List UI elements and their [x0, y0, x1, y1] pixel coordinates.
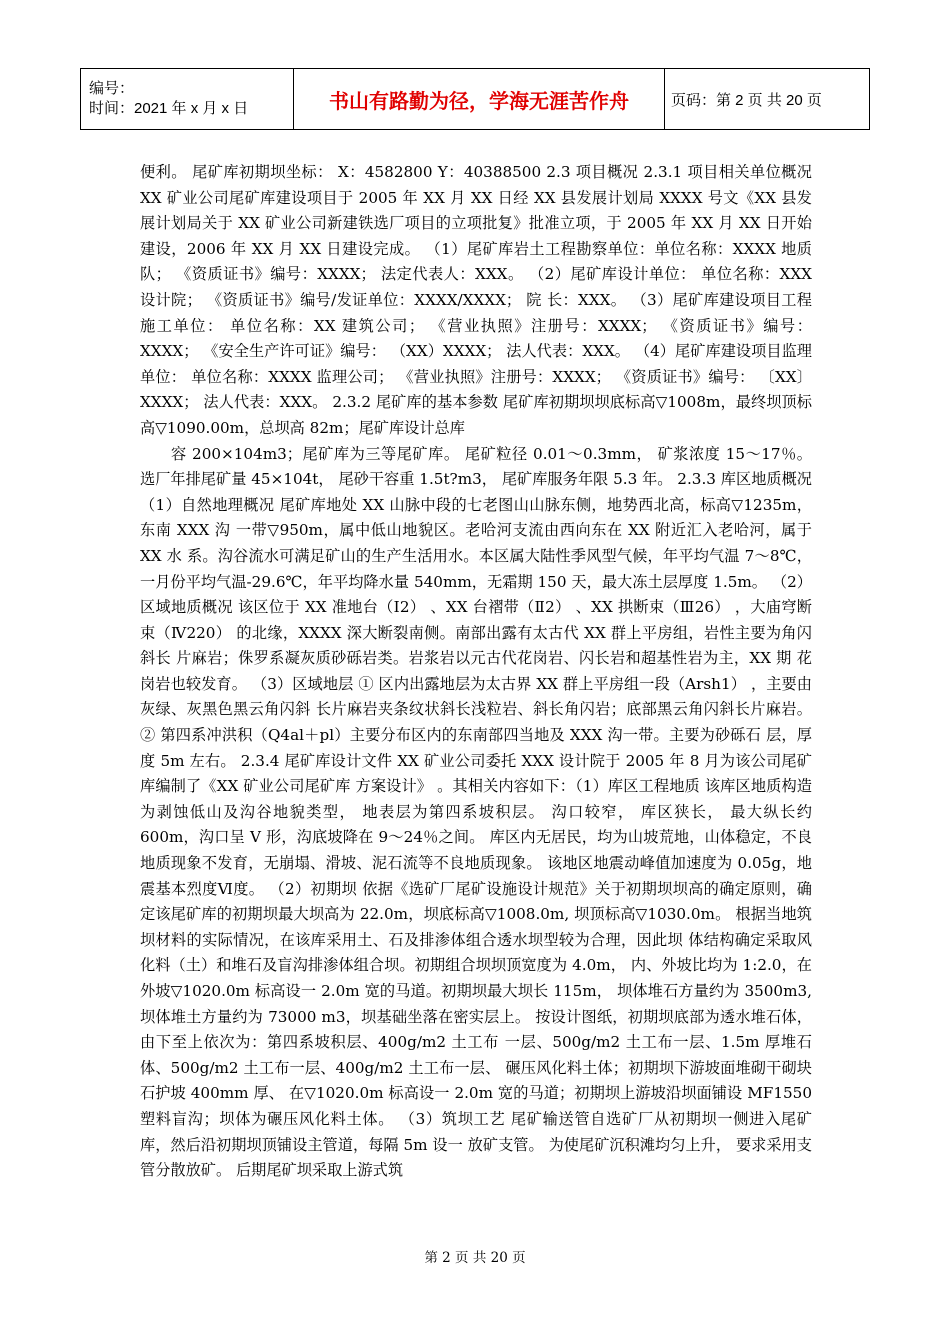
document-number-label: 编号：	[89, 80, 135, 97]
header-meta-cell	[81, 69, 294, 130]
body-paragraph: 便利。 尾矿库初期坝坐标： X：4582800 Y：40388500 2.3 项目概况 2.3.1 项目相关单位概况 XX 矿业公司尾矿库建设项目于 2005 年 XX 月 XX 日经 XX 县发展计划局 XXXX 号文《XX 县发展计划局关于 XX 矿业公司新建铁选厂项目的立项批复》批准立项，于 2005 年 XX 月 XX 日开始建设，2006 年 XX 月 XX 日建设完成。 （1）尾矿库岩土工程勘察单位：单位名称：XXXX 地质队； 《资质证书》编号：XXXX； 法定代表人：XXX。 （2）尾矿库设计单位： 单位名称：XXX 设计院； 《资质证书》编号/发证单位：XXXX/XXXX； 院 长：XXX。 （3）尾矿库建设项目工程施工单位： 单位名称：XX 建筑公司； 《营业执照》注册号：XXXX； 《资质证书》编号：XXXX； 《安全生产许可证》编号： （XX）XXXX； 法人代表：XXX。 （4）尾矿库建设项目监理单位： 单位名称：XXXX 监理公司； 《营业执照》注册号：XXXX； 《资质证书》编号： 〔XX〕XXXX； 法人代表：XXX。 2.3.2 尾矿库的基本参数 尾矿库初期坝坝底标高▽1008m，最终坝顶标高▽1090.00m，总坝高 82m；尾矿库设计总库	[140, 163, 812, 437]
page-footer: 第 2 页 共 20 页	[424, 1250, 526, 1266]
body-paragraph: 容 200×104m3；尾矿库为三等尾矿库。 尾矿粒径 0.01～0.3mm， 矿浆浓度 15～17％。 选厂年排尾矿量 45×104t， 尾砂干容重 1.5t?m3， 尾矿库服务年限 5.3 年。 2.3.3 库区地质概况 （1）自然地理概况 尾矿库地处 XX 山脉中段的七老图山山脉东侧，地势西北高，标高▽1235m，东南 XXX 沟 一带▽950m，属中低山地貌区。老哈河支流由西向东在 XX 附近汇入老哈河，属于 XX 水 系。沟谷流水可满足矿山的生产生活用水。本区属大陆性季风型气候，年平均气温 7～8℃， 一月份平均气温-29.6℃，年平均降水量 540mm，无霜期 150 天，最大冻土层厚度 1.5m。 （2）区域地质概况 该区位于 XX 准地台（Ⅰ2） 、XX 台褶带（Ⅱ2） 、XX 拱断束（Ⅲ26） ，大庙穹断束（Ⅳ220） 的北缘，XXXX 深大断裂南侧。南部出露有太古代 XX 群上平房组，岩性主要为角闪斜长 片麻岩；侏罗系凝灰质砂砾岩类。岩浆岩以元古代花岗岩、闪长岩和超基性岩为主，XX 期 花岗岩也较发育。 （3）区域地层 ① 区内出露地层为太古界 XX 群上平房组一段（Arsh1） ，主要由灰绿、灰黑色黑云角闪斜 长片麻岩夹条纹状斜长浅粒岩、斜长角闪岩；底部黑云角闪斜长片麻岩。 ② 第四系冲洪积（Q4al＋pl）主要分布区内的东南部四当地及 XXX 沟一带。主要为砂砾石 层，厚度 5m 左右。 2.3.4 尾矿库设计文件 XX 矿业公司委托 XXX 设计院于 2005 年 8 月为该公司尾矿库编制了《XX 矿业公司尾矿库 方案设计》 。其相关内容如下：（1）库区工程地质 该库区地质构造为剥蚀低山及沟谷地貌类型， 地表层为第四系坡积层。 沟口较窄， 库区狭长， 最大纵长约 600m，沟口呈 V 形，沟底坡降在 9～24％之间。 库区内无居民，均为山坡荒地，山体稳定，不良地质现象不发育，无崩塌、滑坡、泥石流等不良地质现象。 该地区地震动峰值加速度为 0.05g，地震基本烈度Ⅵ度。 （2）初期坝 依据《选矿厂尾矿设施设计规范》关于初期坝坝高的确定原则，确定该尾矿库的初期坝最大坝高为 22.0m，坝底标高▽1008.0m, 坝顶标高▽1030.0m。 根据当地筑坝材料的实际情况，在该库采用土、石及排渗体组合透水坝型较为合理，因此坝 体结构确定采取风化料（土）和堆石及盲沟排渗体组合坝。初期组合坝坝顶宽度为 4.0m， 内、外坡比均为 1:2.0，在外坡▽1020.0m 标高设一 2.0m 宽的马道。初期坝最大坝长 115m， 坝体堆石方量约为 3500m3,坝体堆土方量约为 73000 m3，坝基础坐落在密实层上。 按设计图纸，初期坝底部为透水堆石体，由下至上依次为：第四系坡积层、400g/m2 土工布 一层、500g/m2 土工布一层、1.5m 厚堆石体、500g/m2 土工布一层、400g/m2 土工布一层、 碾压风化料土体；初期坝下游坡面堆砌干砌块石护坡 400mm 厚、 在▽1020.0m 标高设一 2.0m 宽的马道；初期坝上游坡沿坝面铺设 MF1550 塑料盲沟；坝体为碾压风化料土体。 （3）筑坝工艺 尾矿输送管自选矿厂从初期坝一侧进入尾矿库，然后沿初期坝顶铺设主管道，每隔 5m 设一 放矿支管。 为使尾矿沉积滩均匀上升， 要求采用支管分散放矿。 后期尾矿坝采取上游式筑	[140, 444, 812, 1180]
document-time-label: 时间：2021 年 x 月 x 日	[89, 100, 249, 117]
header-slogan: 书山有路勤为径，学海无涯苦作舟	[294, 69, 665, 130]
header-page-label: 页码：第 2 页 共 20 页	[665, 69, 870, 130]
page-header	[80, 68, 870, 130]
document-body	[140, 160, 812, 1184]
